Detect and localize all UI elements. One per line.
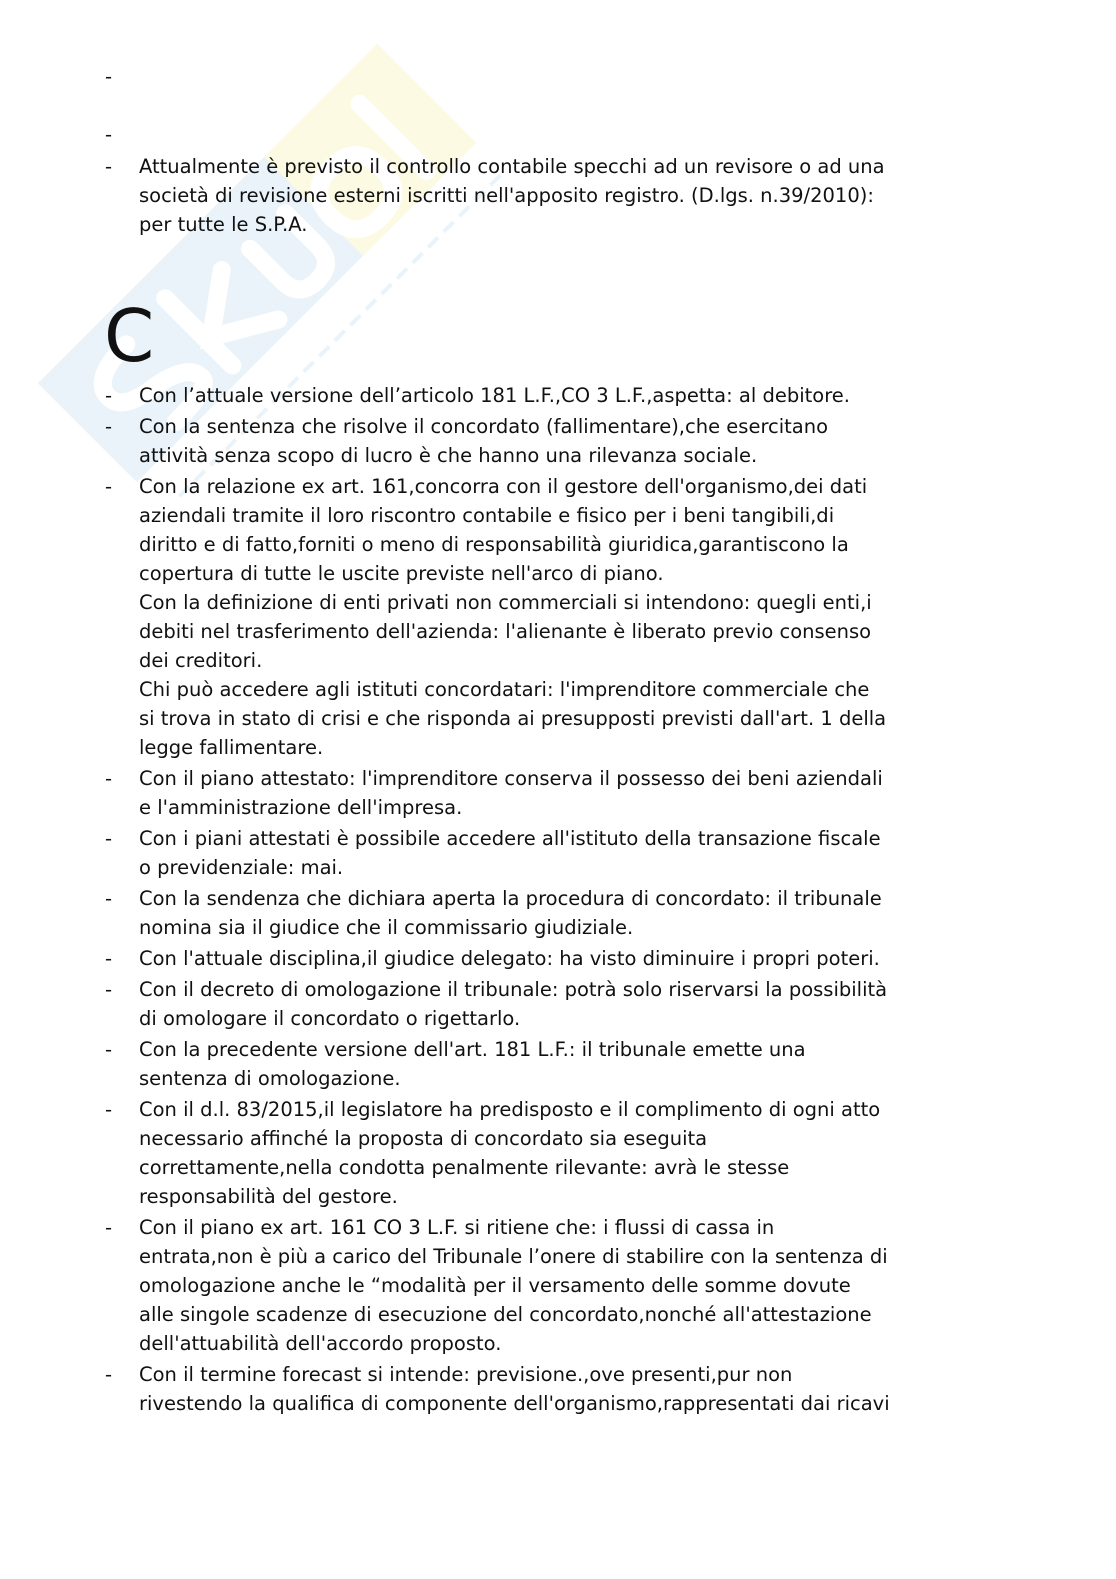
item-text-line: e l'amministrazione dell'impresa. xyxy=(139,796,463,819)
bullet-dash: - xyxy=(105,767,113,790)
item-text-line: Con il piano ex art. 161 CO 3 L.F. si ritiene che: i flussi di cassa in xyxy=(139,1216,775,1239)
item-text-line: Chi può accedere agli istituti concordatari: l'imprenditore commerciale che xyxy=(139,678,870,701)
list-item xyxy=(0,1213,1116,1358)
list-item xyxy=(0,975,1116,1033)
bullet-dash: - xyxy=(105,1216,113,1239)
question-list xyxy=(0,381,1116,1420)
item-text-line: correttamente,nella condotta penalmente rilevante: avrà le stesse xyxy=(139,1156,790,1179)
list-item xyxy=(0,472,1116,762)
item-text-line: attività senza scopo di lucro è che hanno una rilevanza sociale. xyxy=(139,444,758,467)
list-item xyxy=(0,120,1116,149)
item-text-line: Con i piani attestati è possibile accedere all'istituto della transazione fiscale xyxy=(139,827,881,850)
item-text-line: Con il d.l. 83/2015,il legislatore ha predisposto e il complimento di ogni atto xyxy=(139,1098,881,1121)
bullet-dash: - xyxy=(105,1363,113,1386)
bullet-dash: - xyxy=(105,65,113,88)
bullet-dash: - xyxy=(105,827,113,850)
item-text-line: necessario affinché la proposta di concordato sia eseguita xyxy=(139,1127,708,1150)
list-item xyxy=(0,944,1116,973)
list-item xyxy=(0,1035,1116,1093)
item-text-line: Con la relazione ex art. 161,concorra con il gestore dell'organismo,dei dati xyxy=(139,475,868,498)
item-text-line: Attualmente è previsto il controllo contabile specchi ad un revisore o ad una xyxy=(139,155,885,178)
list-item xyxy=(0,1095,1116,1211)
list-item xyxy=(0,412,1116,470)
list-item xyxy=(0,62,1116,91)
item-text-line: società di revisione esterni iscritti nell'apposito registro. (D.lgs. n.39/2010): xyxy=(139,184,874,207)
list-item xyxy=(0,884,1116,942)
list-item xyxy=(0,764,1116,822)
list-item xyxy=(0,1360,1116,1418)
item-text-line: nomina sia il giudice che il commissario giudiziale. xyxy=(139,916,634,939)
item-text-line: Con l’attuale versione dell’articolo 181 L.F.,CO 3 L.F.,aspetta: al debitore. xyxy=(139,384,850,407)
bullet-dash: - xyxy=(105,978,113,1001)
item-text-line: Con il piano attestato: l'imprenditore conserva il possesso dei beni aziendali xyxy=(139,767,883,790)
item-text-line: omologazione anche le “modalità per il versamento delle somme dovute xyxy=(139,1274,851,1297)
item-text-line: Con la precedente versione dell'art. 181 L.F.: il tribunale emette una xyxy=(139,1038,806,1061)
item-text-line: copertura di tutte le uscite previste nell'arco di piano. xyxy=(139,562,664,585)
list-item xyxy=(0,152,1116,239)
bullet-dash: - xyxy=(105,1038,113,1061)
bullet-dash: - xyxy=(105,947,113,970)
item-text-line: Con il termine forecast si intende: previsione.,ove presenti,pur non xyxy=(139,1363,793,1386)
item-text-line: sentenza di omologazione. xyxy=(139,1067,401,1090)
bullet-dash: - xyxy=(105,384,113,407)
item-text-line: dei creditori. xyxy=(139,649,263,672)
bullet-dash: - xyxy=(105,123,113,146)
bullet-dash: - xyxy=(105,415,113,438)
item-text-line: entrata,non è più a carico del Tribunale l’onere di stabilire con la sentenza di xyxy=(139,1245,888,1268)
item-text-line: Con la definizione di enti privati non commerciali si intendono: quegli enti,i xyxy=(139,591,872,614)
bullet-dash: - xyxy=(105,475,113,498)
item-text-line: dell'attuabilità dell'accordo proposto. xyxy=(139,1332,502,1355)
item-text-line: rivestendo la qualifica di componente dell'organismo,rappresentati dai ricavi xyxy=(139,1392,890,1415)
item-text-line: Con l'attuale disciplina,il giudice delegato: ha visto diminuire i propri poteri. xyxy=(139,947,880,970)
item-text-line: Con la sentenza che risolve il concordato (fallimentare),che esercitano xyxy=(139,415,829,438)
item-text-line: alle singole scadenze di esecuzione del concordato,nonché all'attestazione xyxy=(139,1303,872,1326)
item-text-line: si trova in stato di crisi e che risponda ai presupposti previsti dall'art. 1 della xyxy=(139,707,887,730)
item-text-line: aziendali tramite il loro riscontro contabile e fisico per i beni tangibili,di xyxy=(139,504,835,527)
item-text-line: legge fallimentare. xyxy=(139,736,324,759)
item-text-line: per tutte le S.P.A. xyxy=(139,213,308,236)
list-item xyxy=(0,824,1116,882)
bullet-dash: - xyxy=(105,887,113,910)
item-text-line: debiti nel trasferimento dell'azienda: l'alienante è liberato previo consenso xyxy=(139,620,872,643)
bullet-dash: - xyxy=(105,155,113,178)
item-text-line: Con il decreto di omologazione il tribunale: potrà solo riservarsi la possibilità xyxy=(139,978,888,1001)
item-text-line: responsabilità del gestore. xyxy=(139,1185,398,1208)
list-item xyxy=(0,381,1116,410)
item-text-line: di omologare il concordato o rigettarlo. xyxy=(139,1007,521,1030)
bullet-dash: - xyxy=(105,1098,113,1121)
section-letter: C xyxy=(104,294,155,378)
item-text-line: o previdenziale: mai. xyxy=(139,856,344,879)
item-text-line: Con la sendenza che dichiara aperta la procedura di concordato: il tribunale xyxy=(139,887,882,910)
item-text-line: diritto e di fatto,forniti o meno di responsabilità giuridica,garantiscono la xyxy=(139,533,849,556)
